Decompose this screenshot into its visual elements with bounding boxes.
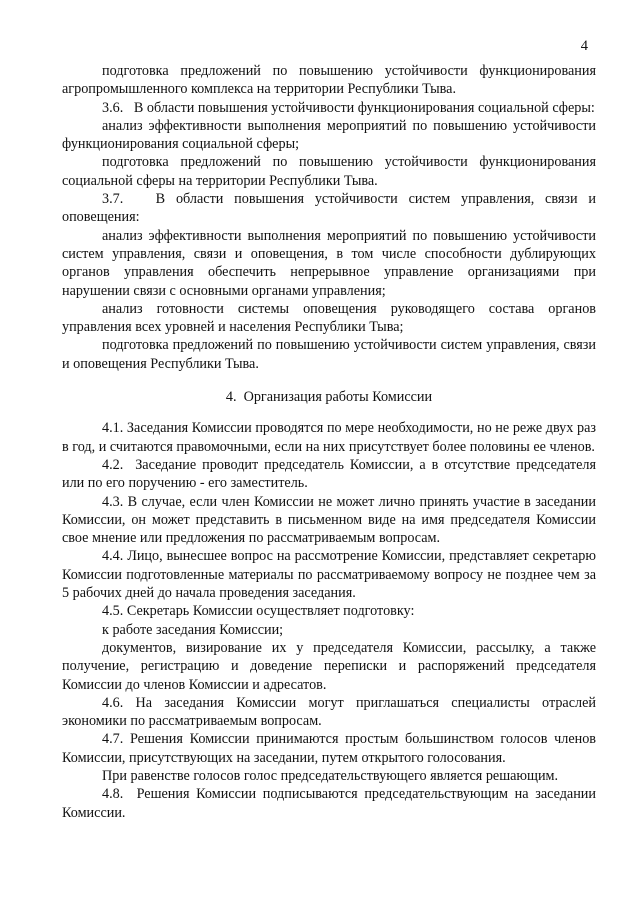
paragraph: анализ готовности системы оповещения руководящего состава органов управления всех уровней и населения Республики Тыва; [62,300,596,336]
paragraph: 4.7. Решения Комиссии принимаются простым большинством голосов членов Комиссии, присутствующих на заседании, путем открытого голосования. [62,731,596,766]
paragraph: документов, визирование их у председателя Комиссии, рассылку, а также получение, регистрацию и доведение переписки и распоряжений председателя Комиссии до членов Комиссии и адресатов. [62,639,596,693]
paragraph: 4.5. Секретарь Комиссии осуществляет подготовку: [102,603,415,620]
page-number: 4 [580,38,588,54]
paragraph: 3.7. В области повышения устойчивости систем управления, связи и оповещения: [62,191,596,226]
paragraph: 4.3. В случае, если член Комиссии не может лично принять участие в заседании Комиссии, он может представить в письменном виде на имя председателя Комиссии свое мнение или предложения по рассматриваемым вопросам. [62,493,596,547]
document-body [62,62,596,822]
paragraph: При равенстве голосов голос председательствующего является решающим. [102,767,559,784]
paragraph: подготовка предложений по повышению устойчивости функционирования социальной сферы на территории Республики Тыва. [62,154,596,189]
paragraph: 4.8. Решения Комиссии подписываются председательствующим на заседании Комиссии. [62,786,596,821]
section-heading: 4. Организация работы Комиссии [225,389,433,406]
paragraph: анализ эффективности выполнения мероприятий по повышению устойчивости систем управления, связи и оповещения, в том числе способности дублирующих органов управления обеспечить непрерывное управление организациями при нарушении связи с основными органами управления; [62,227,596,299]
paragraph: к работе заседания Комиссии; [102,621,284,638]
paragraph: 4.6. На заседания Комиссии могут приглашаться специалисты отраслей экономики по рассматриваемым вопросам. [62,694,596,730]
paragraph: 4.4. Лицо, вынесшее вопрос на рассмотрение Комиссии, представляет секретарю Комиссии подготовленные материалы по рассматриваемому вопросу не позднее чем за 5 рабочих дней до начала проведения заседания. [62,548,596,602]
paragraph: 4.2. Заседание проводит председатель Комиссии, а в отсутствие председателя или по его поручению - его заместитель. [62,456,596,492]
paragraph: 4.1. Заседания Комиссии проводятся по мере необходимости, но не реже двух раз в год, и считаются правомочными, если на них присутствует более половины ее членов. [62,420,596,455]
paragraph: анализ эффективности выполнения мероприятий по повышению устойчивости функционирования социальной сферы; [62,117,596,153]
paragraph: подготовка предложений по повышению устойчивости функционирования агропромышленного комплекса на территории Республики Тыва. [62,63,596,98]
paragraph: 3.6. В области повышения устойчивости функционирования социальной сферы: [102,99,595,116]
paragraph: подготовка предложений по повышению устойчивости систем управления, связи и оповещения Республики Тыва. [62,337,596,372]
